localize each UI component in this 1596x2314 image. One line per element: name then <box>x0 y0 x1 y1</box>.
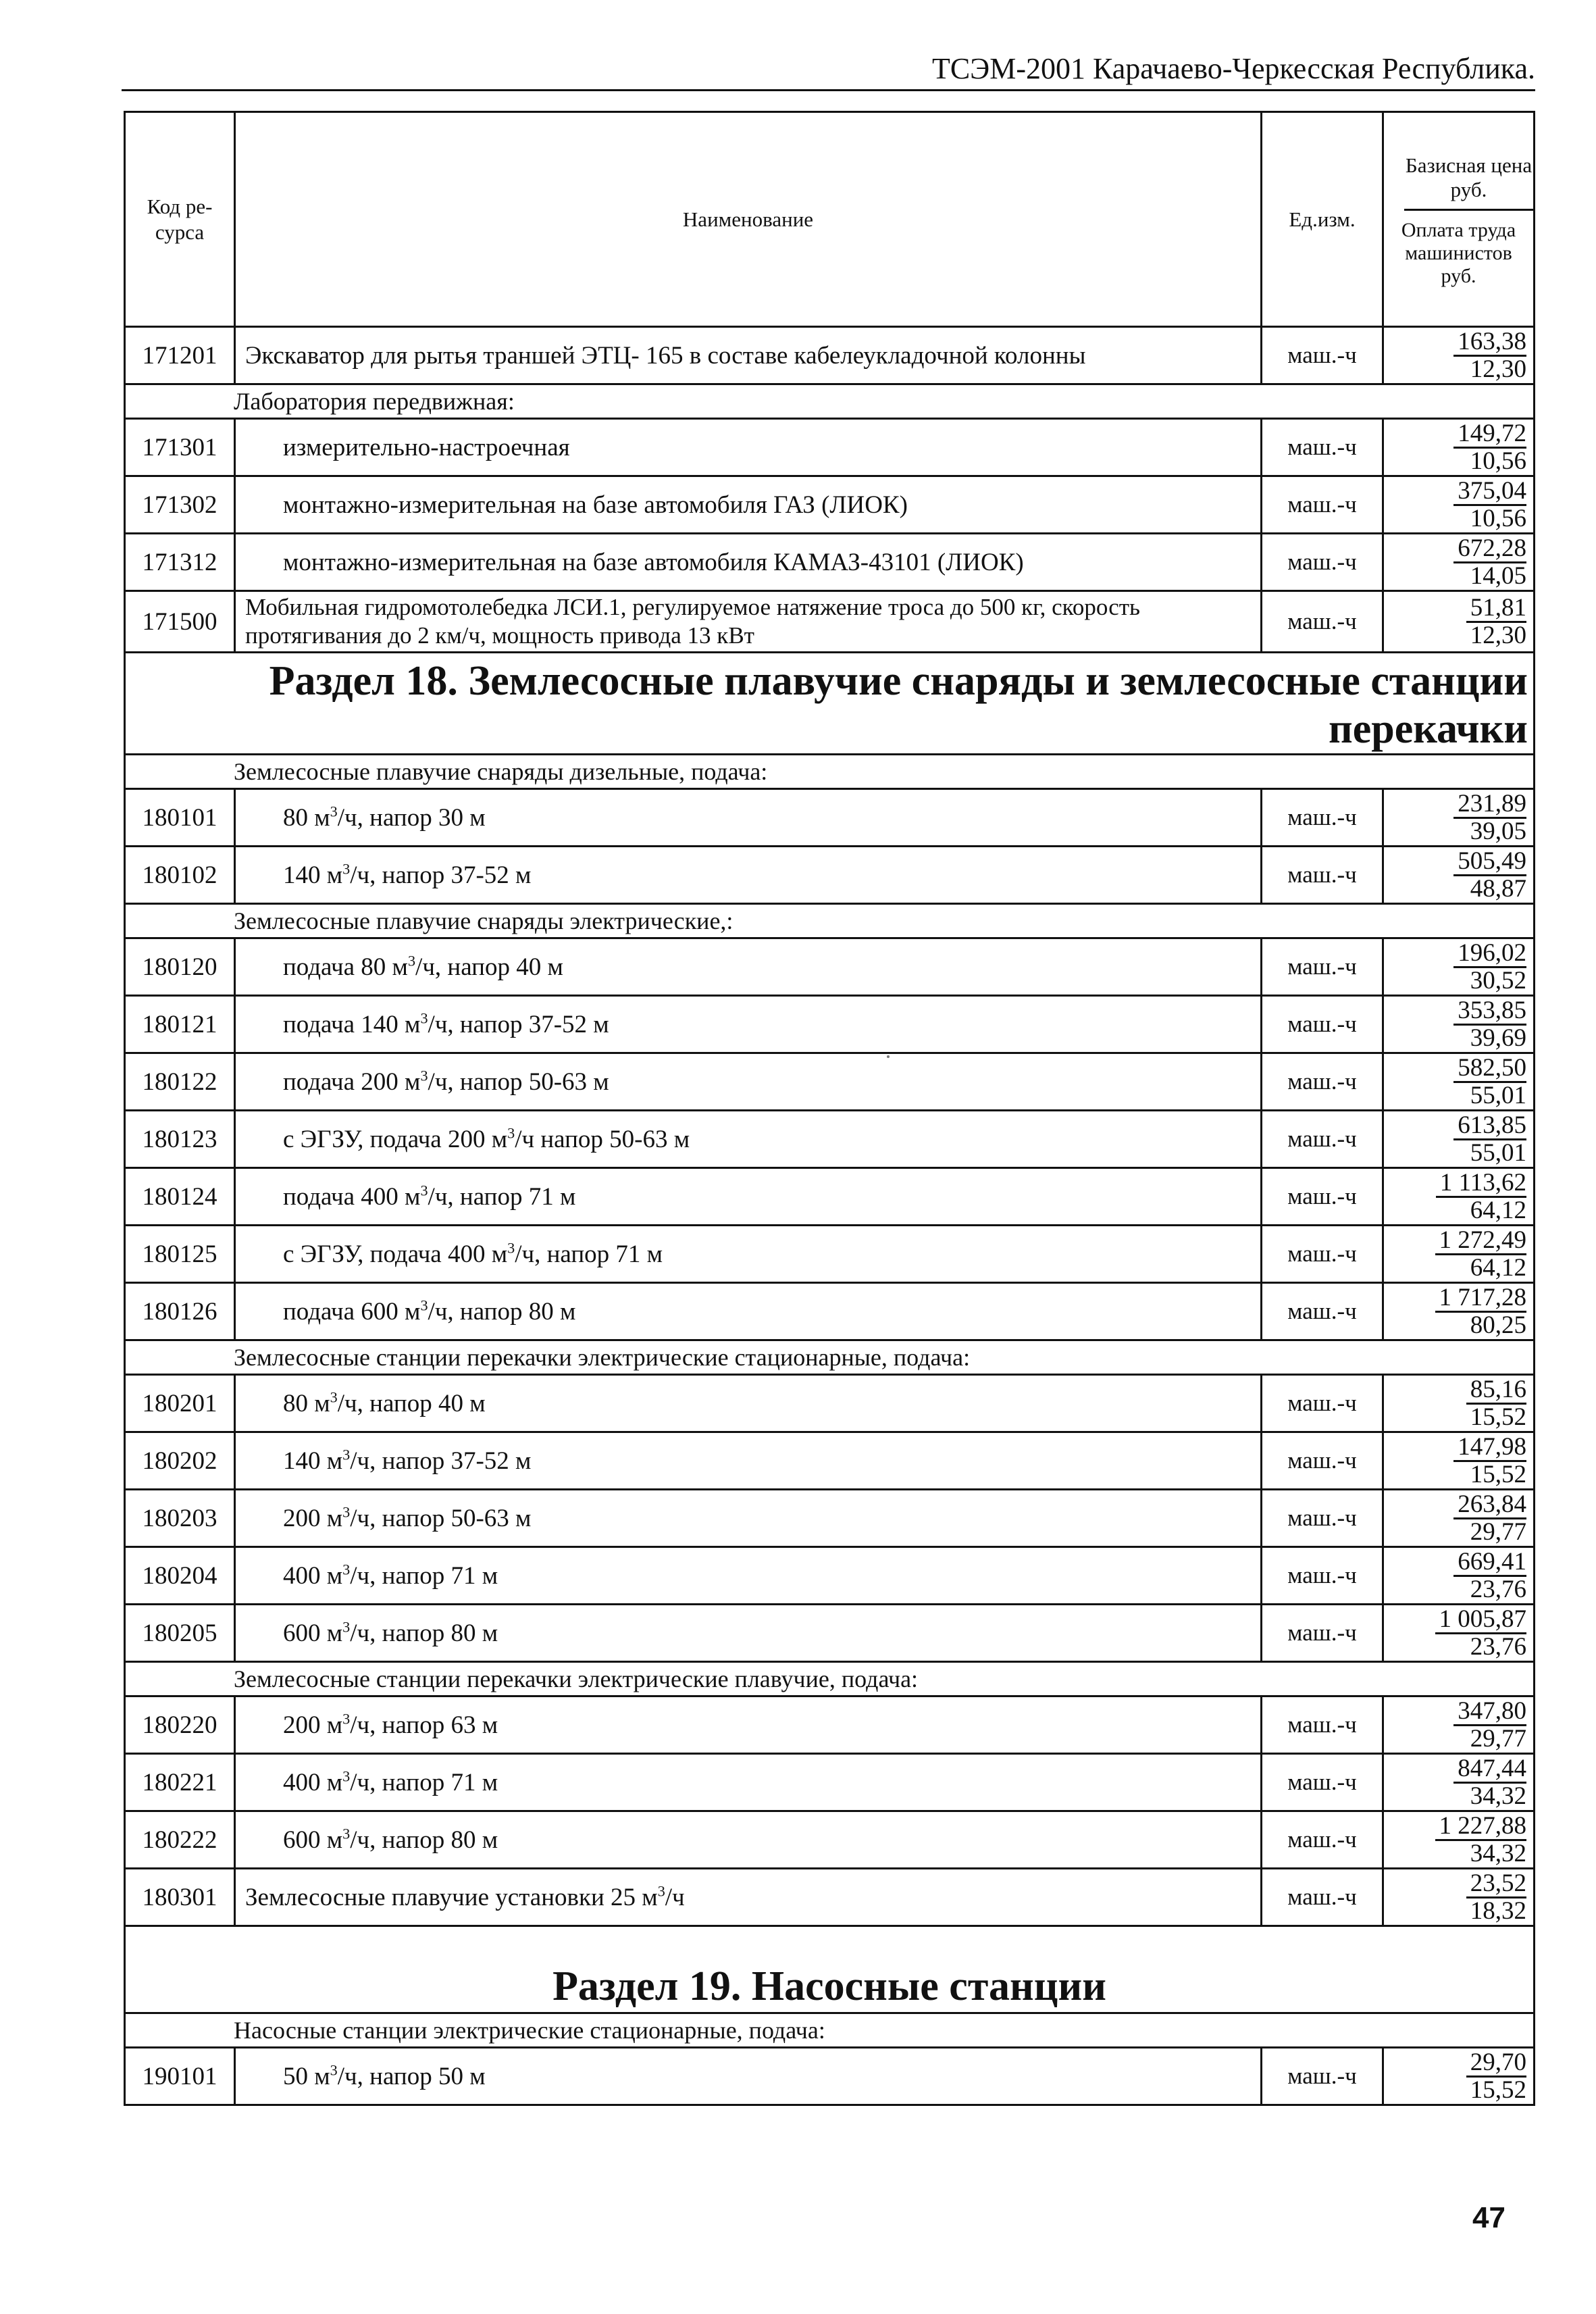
operator-pay: 15,52 <box>1470 2076 1526 2104</box>
base-price: 347,80 <box>1453 1699 1526 1726</box>
header-price <box>1383 112 1535 327</box>
resource-name-part: /ч, напор 63 м <box>350 1711 498 1739</box>
price-cell <box>1383 1053 1535 1111</box>
cubic-superscript: 3 <box>342 1446 351 1463</box>
resource-name-part: /ч, напор 80 м <box>350 1619 498 1647</box>
resource-name <box>235 1605 1262 1662</box>
table-row <box>125 476 1535 534</box>
resource-name <box>235 1283 1262 1340</box>
resource-name-part: /ч, напор 71 м <box>350 1561 498 1590</box>
section-row <box>125 1926 1535 2013</box>
resource-price-table <box>124 111 1535 2106</box>
resource-name-part: /ч, напор 80 м <box>350 1826 498 1854</box>
operator-pay: 23,76 <box>1470 1575 1526 1603</box>
unit-cell: маш.-ч <box>1262 591 1383 653</box>
table-row <box>125 1547 1535 1605</box>
group-heading-stationary-stations: Землесосные станции перекачки электрические стационарные, подача: <box>125 1340 1535 1375</box>
operator-pay: 55,01 <box>1470 1081 1526 1109</box>
unit-cell: маш.-ч <box>1262 996 1383 1053</box>
operator-pay: 34,32 <box>1470 1839 1526 1867</box>
base-price: 1 005,87 <box>1435 1607 1527 1634</box>
resource-name-part: /ч, напор 71 м <box>350 1768 498 1796</box>
resource-name-part: с ЭГЗУ, подача 400 м <box>283 1240 508 1268</box>
header-rule <box>122 89 1535 91</box>
base-price: 85,16 <box>1466 1377 1526 1405</box>
operator-pay: 55,01 <box>1470 1138 1526 1167</box>
unit-cell: маш.-ч <box>1262 938 1383 996</box>
resource-code: 180203 <box>125 1490 235 1547</box>
resource-code: 180121 <box>125 996 235 1053</box>
resource-name <box>235 1226 1262 1283</box>
resource-name <box>235 847 1262 904</box>
unit-cell: маш.-ч <box>1262 1375 1383 1432</box>
resource-name <box>235 1869 1262 1926</box>
resource-code: 180101 <box>125 789 235 847</box>
resource-name <box>235 1547 1262 1605</box>
resource-name <box>235 1432 1262 1490</box>
header-name: Наименование <box>235 112 1262 327</box>
table-row <box>125 1432 1535 1490</box>
operator-pay: 80,25 <box>1470 1311 1526 1339</box>
operator-pay: 18,32 <box>1470 1896 1526 1925</box>
resource-name-part: /ч, напор 30 м <box>337 803 486 832</box>
base-price: 1 113,62 <box>1436 1170 1526 1198</box>
unit-cell: маш.-ч <box>1262 847 1383 904</box>
header-code: Код ре-сурса <box>125 112 235 327</box>
base-price: 1 717,28 <box>1435 1285 1527 1313</box>
cubic-superscript: 3 <box>420 1009 428 1027</box>
table-body <box>125 327 1535 2105</box>
cubic-superscript: 3 <box>342 1561 351 1578</box>
table-row <box>125 1283 1535 1340</box>
resource-name-part: 600 м <box>283 1826 343 1854</box>
resource-name-part: /ч, напор 37-52 м <box>350 1447 532 1475</box>
resource-code: 180201 <box>125 1375 235 1432</box>
group-heading-floating-stations: Землесосные станции перекачки электрические плавучие, подача: <box>125 1662 1535 1696</box>
unit-cell: маш.-ч <box>1262 534 1383 591</box>
resource-name-part: 80 м <box>283 803 330 832</box>
cubic-superscript: 3 <box>342 1710 351 1728</box>
base-price: 1 272,49 <box>1435 1228 1527 1255</box>
table-row <box>125 938 1535 996</box>
base-price: 672,28 <box>1453 536 1526 563</box>
resource-name-part: подача 400 м <box>283 1182 421 1211</box>
table-row <box>125 419 1535 476</box>
unit-cell: маш.-ч <box>1262 1432 1383 1490</box>
resource-code: 180202 <box>125 1432 235 1490</box>
running-head: ТСЭМ-2001 Карачаево-Черкесская Республика. <box>931 52 1535 85</box>
base-price: 1 227,88 <box>1435 1813 1527 1841</box>
resource-name-part: 200 м <box>283 1504 343 1532</box>
price-cell <box>1383 1111 1535 1168</box>
base-price: 163,38 <box>1453 329 1526 357</box>
price-cell <box>1383 327 1535 384</box>
unit-cell: маш.-ч <box>1262 1283 1383 1340</box>
table-row <box>125 1605 1535 1662</box>
base-price: 263,84 <box>1453 1492 1526 1519</box>
price-cell <box>1383 2048 1535 2105</box>
operator-pay: 12,30 <box>1470 355 1526 383</box>
operator-pay: 14,05 <box>1470 561 1526 590</box>
group-heading-laboratory: Лаборатория передвижная: <box>125 384 1535 419</box>
resource-name-part: 600 м <box>283 1619 343 1647</box>
base-price: 353,85 <box>1453 998 1526 1026</box>
cubic-superscript: 3 <box>330 1388 338 1406</box>
resource-name-part: 400 м <box>283 1561 343 1590</box>
table-row <box>125 1490 1535 1547</box>
resource-code: 180124 <box>125 1168 235 1226</box>
price-cell <box>1383 476 1535 534</box>
price-cell <box>1383 1696 1535 1754</box>
resource-name-part: подача 80 м <box>283 953 408 981</box>
table-header-row <box>125 112 1535 327</box>
resource-name-part: подача 140 м <box>283 1010 421 1038</box>
resource-name: Мобильная гидромотолебедка ЛСИ.1, регулируемое натяжение троса до 500 кг, скорость протягивания до 2 км/ч, мощность привода 13 кВт <box>235 591 1262 653</box>
resource-name-part: 400 м <box>283 1768 343 1796</box>
operator-pay: 23,76 <box>1470 1632 1526 1661</box>
group-heading-electric-dredgers: Землесосные плавучие снаряды электрические,: <box>125 904 1535 938</box>
resource-code: 171201 <box>125 327 235 384</box>
unit-cell: маш.-ч <box>1262 1696 1383 1754</box>
resource-name-part: 200 м <box>283 1711 343 1739</box>
section-row <box>125 653 1535 755</box>
base-price: 23,52 <box>1466 1871 1526 1898</box>
group-row <box>125 904 1535 938</box>
resource-name: Экскаватор для рытья траншей ЭТЦ- 165 в составе кабелеукладочной колонны <box>235 327 1262 384</box>
resource-name: монтажно-измерительная на базе автомобиля ГАЗ (ЛИОК) <box>235 476 1262 534</box>
resource-name <box>235 1053 1262 1111</box>
table-row <box>125 996 1535 1053</box>
cubic-superscript: 3 <box>330 803 338 820</box>
group-row <box>125 2013 1535 2048</box>
table-row <box>125 789 1535 847</box>
resource-code: 180102 <box>125 847 235 904</box>
resource-name-part: /ч, напор 40 м <box>337 1389 486 1417</box>
group-row <box>125 1340 1535 1375</box>
table-row <box>125 1754 1535 1811</box>
resource-name-part: /ч, напор 37-52 м <box>428 1010 609 1038</box>
resource-code: 180123 <box>125 1111 235 1168</box>
unit-cell: маш.-ч <box>1262 2048 1383 2105</box>
price-cell <box>1383 847 1535 904</box>
base-price: 231,89 <box>1453 791 1526 819</box>
resource-name-part: /ч напор 50-63 м <box>515 1125 690 1153</box>
base-price: 29,70 <box>1466 2050 1526 2078</box>
resource-name-part: 140 м <box>283 861 343 889</box>
resource-name <box>235 789 1262 847</box>
section-18-title: Раздел 18. Землесосные плавучие снаряды и землесосные станции перекачки <box>125 653 1535 755</box>
cubic-superscript: 3 <box>342 1767 351 1785</box>
base-price: 147,98 <box>1453 1434 1526 1462</box>
table-row <box>125 1168 1535 1226</box>
resource-name <box>235 1375 1262 1432</box>
price-cell <box>1383 1226 1535 1283</box>
base-price: 149,72 <box>1453 421 1526 449</box>
resource-code: 180222 <box>125 1811 235 1869</box>
resource-code: 180205 <box>125 1605 235 1662</box>
base-price: 505,49 <box>1453 849 1526 876</box>
price-cell <box>1383 1811 1535 1869</box>
price-cell <box>1383 1754 1535 1811</box>
group-heading-diesel-dredgers: Землесосные плавучие снаряды дизельные, подача: <box>125 755 1535 789</box>
cubic-superscript: 3 <box>342 860 351 878</box>
group-row <box>125 384 1535 419</box>
price-cell <box>1383 1168 1535 1226</box>
operator-pay: 29,77 <box>1470 1724 1526 1753</box>
resource-name: измерительно-настроечная <box>235 419 1262 476</box>
resource-name-part: /ч, напор 71 м <box>428 1182 576 1211</box>
table-row <box>125 1811 1535 1869</box>
resource-code: 180204 <box>125 1547 235 1605</box>
unit-cell: маш.-ч <box>1262 1111 1383 1168</box>
resource-name <box>235 1168 1262 1226</box>
table-row <box>125 1696 1535 1754</box>
price-cell <box>1383 938 1535 996</box>
cubic-superscript: 3 <box>657 1882 665 1900</box>
operator-pay: 34,32 <box>1470 1782 1526 1810</box>
unit-cell: маш.-ч <box>1262 789 1383 847</box>
resource-code: 190101 <box>125 2048 235 2105</box>
price-cell <box>1383 591 1535 653</box>
unit-cell: маш.-ч <box>1262 1226 1383 1283</box>
price-cell <box>1383 534 1535 591</box>
base-price: 196,02 <box>1453 940 1526 968</box>
resource-code: 171301 <box>125 419 235 476</box>
header-operator-pay: Оплата труда машинистов руб. <box>1401 219 1516 287</box>
resource-name-part: /ч, напор 50-63 м <box>428 1067 609 1096</box>
cubic-superscript: 3 <box>420 1067 428 1084</box>
resource-name <box>235 996 1262 1053</box>
price-cell <box>1383 419 1535 476</box>
table-row <box>125 847 1535 904</box>
base-price: 582,50 <box>1453 1055 1526 1083</box>
resource-name-part: Землесосные плавучие установки 25 м <box>245 1883 658 1911</box>
group-row <box>125 755 1535 789</box>
section-19-title: Раздел 19. Насосные станции <box>125 1926 1535 2013</box>
resource-code: 171500 <box>125 591 235 653</box>
resource-code: 180301 <box>125 1869 235 1926</box>
base-price: 847,44 <box>1453 1756 1526 1784</box>
resource-name-part: /ч, напор 71 м <box>515 1240 663 1268</box>
resource-name-part: 140 м <box>283 1447 343 1475</box>
resource-name <box>235 1811 1262 1869</box>
base-price: 669,41 <box>1453 1549 1526 1577</box>
cubic-superscript: 3 <box>342 1825 351 1842</box>
price-cell <box>1383 1869 1535 1926</box>
table-row <box>125 327 1535 384</box>
cubic-superscript: 3 <box>420 1297 428 1314</box>
unit-cell: маш.-ч <box>1262 1869 1383 1926</box>
table-row <box>125 534 1535 591</box>
resource-code: 171312 <box>125 534 235 591</box>
unit-cell: маш.-ч <box>1262 1168 1383 1226</box>
operator-pay: 10,56 <box>1470 504 1526 532</box>
resource-code: 180125 <box>125 1226 235 1283</box>
operator-pay: 30,52 <box>1470 966 1526 995</box>
resource-name <box>235 2048 1262 2105</box>
operator-pay: 15,52 <box>1470 1460 1526 1488</box>
resource-name-part: /ч, напор 40 м <box>415 953 563 981</box>
resource-name <box>235 1111 1262 1168</box>
header-base-price: Базисная цена руб. <box>1404 145 1533 211</box>
cubic-superscript: 3 <box>507 1124 515 1142</box>
price-cell <box>1383 1490 1535 1547</box>
operator-pay: 48,87 <box>1470 874 1526 903</box>
operator-pay: 39,69 <box>1470 1024 1526 1052</box>
resource-code: 180221 <box>125 1754 235 1811</box>
table-row <box>125 591 1535 653</box>
resource-name: монтажно-измерительная на базе автомобиля КАМАЗ-43101 (ЛИОК) <box>235 534 1262 591</box>
table-row <box>125 1869 1535 1926</box>
operator-pay: 29,77 <box>1470 1517 1526 1546</box>
price-cell <box>1383 789 1535 847</box>
unit-cell: маш.-ч <box>1262 1605 1383 1662</box>
resource-name-part: 80 м <box>283 1389 330 1417</box>
price-cell <box>1383 1432 1535 1490</box>
table-row <box>125 1053 1535 1111</box>
resource-name-part: подача 200 м <box>283 1067 421 1096</box>
resource-name <box>235 1696 1262 1754</box>
resource-code: 180220 <box>125 1696 235 1754</box>
operator-pay: 64,12 <box>1470 1253 1526 1282</box>
resource-name-part: /ч, напор 37-52 м <box>350 861 532 889</box>
unit-cell: маш.-ч <box>1262 1811 1383 1869</box>
unit-cell: маш.-ч <box>1262 1547 1383 1605</box>
resource-name-part: /ч, напор 80 м <box>428 1297 576 1326</box>
cubic-superscript: 3 <box>330 2061 338 2079</box>
cubic-superscript: 3 <box>420 1182 428 1199</box>
unit-cell: маш.-ч <box>1262 1490 1383 1547</box>
resource-name <box>235 1490 1262 1547</box>
unit-cell: маш.-ч <box>1262 1754 1383 1811</box>
unit-cell: маш.-ч <box>1262 419 1383 476</box>
table-row <box>125 1375 1535 1432</box>
header-unit: Ед.изм. <box>1262 112 1383 327</box>
resource-name-part: с ЭГЗУ, подача 200 м <box>283 1125 508 1153</box>
resource-name <box>235 938 1262 996</box>
scan-speck <box>887 1055 890 1058</box>
price-cell <box>1383 1283 1535 1340</box>
resource-name <box>235 1754 1262 1811</box>
price-cell <box>1383 1605 1535 1662</box>
group-row <box>125 1662 1535 1696</box>
price-cell <box>1383 1547 1535 1605</box>
base-price: 375,04 <box>1453 478 1526 506</box>
base-price: 51,81 <box>1466 595 1526 623</box>
resource-name-part: подача 600 м <box>283 1297 421 1326</box>
resource-name-part: 50 м <box>283 2062 330 2090</box>
resource-code: 180126 <box>125 1283 235 1340</box>
cubic-superscript: 3 <box>342 1618 351 1636</box>
resource-name-part: /ч, напор 50 м <box>337 2062 486 2090</box>
operator-pay: 12,30 <box>1470 621 1526 649</box>
group-heading-pump-stations: Насосные станции электрические стационарные, подача: <box>125 2013 1535 2048</box>
unit-cell: маш.-ч <box>1262 1053 1383 1111</box>
unit-cell: маш.-ч <box>1262 476 1383 534</box>
operator-pay: 10,56 <box>1470 447 1526 475</box>
resource-name-part: /ч, напор 50-63 м <box>350 1504 532 1532</box>
table-row <box>125 1111 1535 1168</box>
base-price: 613,85 <box>1453 1113 1526 1140</box>
table-row <box>125 1226 1535 1283</box>
resource-code: 180120 <box>125 938 235 996</box>
resource-code: 171302 <box>125 476 235 534</box>
cubic-superscript: 3 <box>342 1503 351 1521</box>
unit-cell: маш.-ч <box>1262 327 1383 384</box>
resource-name-part: /ч <box>665 1883 685 1911</box>
price-cell <box>1383 996 1535 1053</box>
operator-pay: 15,52 <box>1470 1403 1526 1431</box>
page-number: 47 <box>1472 2201 1505 2234</box>
cubic-superscript: 3 <box>507 1239 515 1257</box>
resource-code: 180122 <box>125 1053 235 1111</box>
operator-pay: 39,05 <box>1470 817 1526 845</box>
operator-pay: 64,12 <box>1470 1196 1526 1224</box>
table-row <box>125 2048 1535 2105</box>
price-cell <box>1383 1375 1535 1432</box>
cubic-superscript: 3 <box>407 952 416 970</box>
